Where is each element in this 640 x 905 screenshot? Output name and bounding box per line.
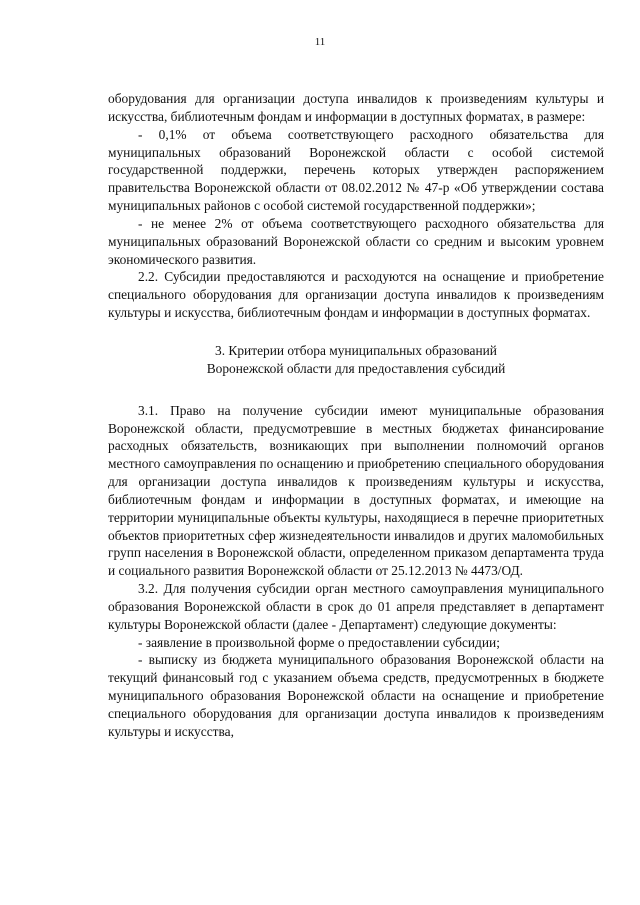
list-item-medium-high-level: - не менее 2% от объема соответствующего расходного обязательства для муниципальных образований Воронежской области со средним и высоким уровнем экономического развития.: [108, 215, 604, 267]
paragraph-2-2: 2.2. Субсидии предоставляются и расходуются на оснащение и приобретение специального оборудования для организации доступа инвалидов к произведениям культуры и искусства, библиотечным фондам и информации в доступных форматах.: [108, 269, 604, 321]
section-heading-line-1: 3. Критерии отбора муниципальных образований: [215, 342, 497, 358]
list-item-special-support: - 0,1% от объема соответствующего расходного обязательства для муниципальных образований Воронежской области с особой системой государственной поддержки, перечень которых утвержден распоряжением правительства Воронежской области от 08.02.2012 № 47-р «Об утверждении состава муниципальных районов с особой системой государственной поддержки»;: [108, 126, 604, 214]
paragraph-equipment-continuation: оборудования для организации доступа инвалидов к произведениям культуры и искусства, библиотечным фондам и информации в доступных форматах, в размере:: [108, 91, 604, 124]
page-number: 11: [314, 36, 326, 48]
section-heading-3: [108, 342, 604, 378]
list-item-application: - заявление в произвольной форме о предоставлении субсидии;: [138, 634, 500, 650]
document-body: [108, 90, 604, 741]
list-item-budget-extract: - выписку из бюджета муниципального образования Воронежской области на текущий финансовый год с указанием объема средств, предусмотренных в бюджете муниципального образования Воронежской области на оснащение и приобретение специального оборудования для организации доступа инвалидов к произведениям культуры и искусства,: [108, 652, 604, 739]
section-heading-line-2: Воронежской области для предоставления субсидий: [206, 360, 506, 376]
paragraph-3-2: 3.2. Для получения субсидии орган местного самоуправления муниципального образования Воронежской области в срок до 01 апреля представляет в департамент культуры Воронежской области (далее - Департамент) следующие документы:: [108, 581, 604, 632]
paragraph-3-1: 3.1. Право на получение субсидии имеют муниципальные образования Воронежской области, предусмотревшие в местных бюджетах финансирование расходных обязательств, возникающих при выполнении полномочий органов местного самоуправления по оснащению и приобретению специального оборудования для организации доступа инвалидов к произведениям культуры и искусства, библиотечным фондам и информации в доступных форматах, и имеющие на территории муниципальные объекты культуры, находящиеся в перечне приоритетных объектов приоритетных сфер жизнедеятельности инвалидов и других маломобильных групп населения в Воронежской области, определенном приказом департамента труда и социального развития Воронежской области от 25.12.2013 № 4473/ОД.: [108, 402, 604, 579]
